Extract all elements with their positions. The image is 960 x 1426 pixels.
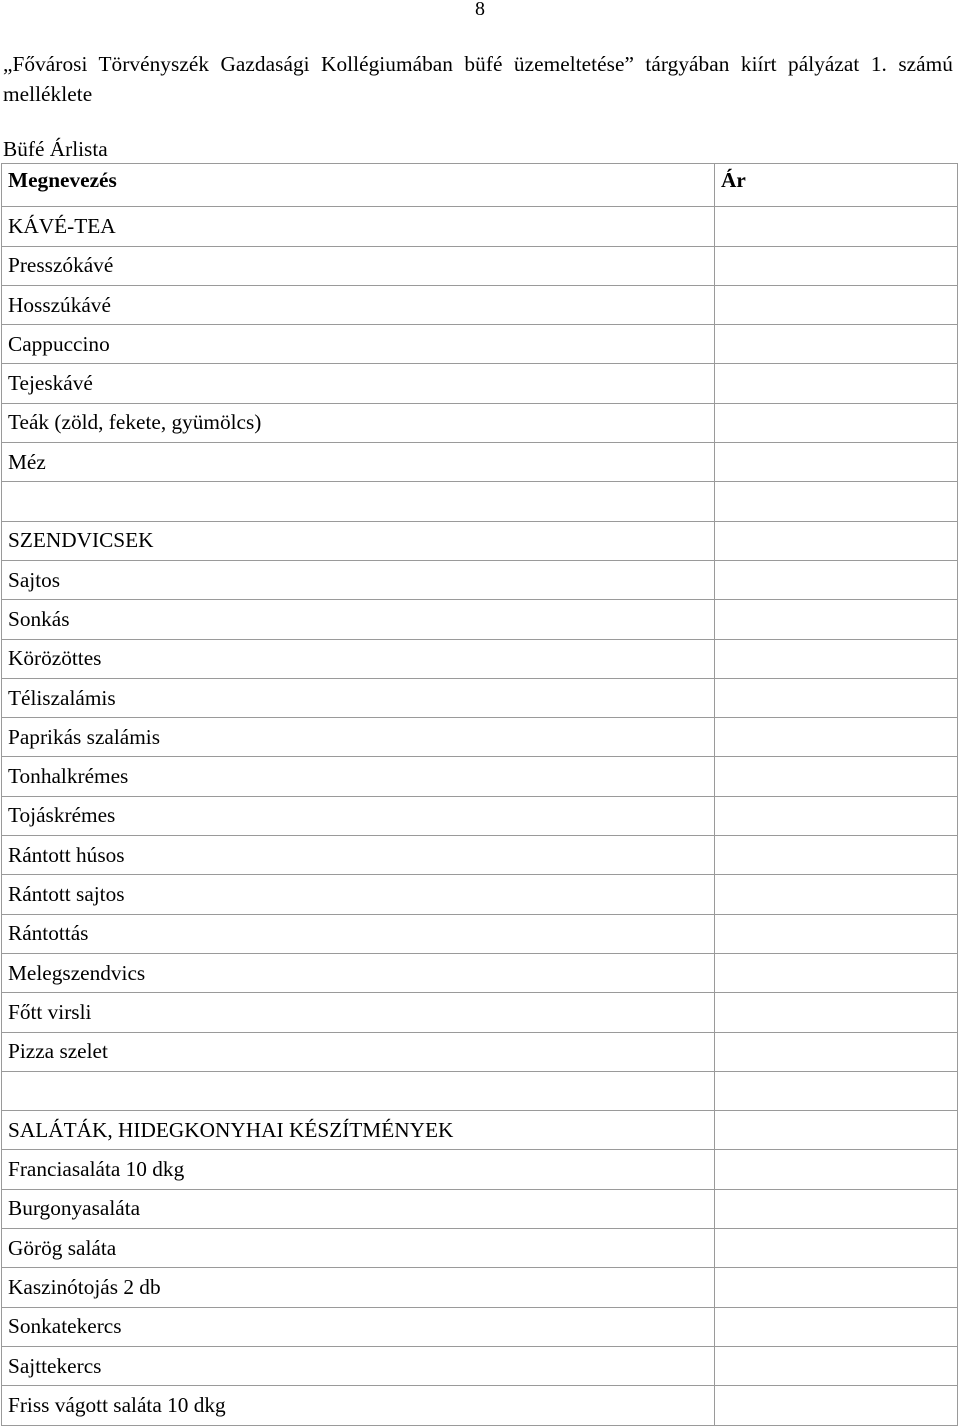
table-row: [2, 325, 958, 364]
item-price-cell: [715, 1386, 958, 1425]
table-row: [2, 285, 958, 324]
table-row: [2, 1307, 958, 1346]
table-row: [2, 875, 958, 914]
item-price-cell: [715, 560, 958, 599]
table-row: [2, 364, 958, 403]
item-price-cell: [715, 914, 958, 953]
item-price-cell: [715, 953, 958, 992]
item-name-cell: Sajttekercs: [2, 1346, 715, 1385]
item-price-cell: [715, 1346, 958, 1385]
item-name-cell: Hosszúkávé: [2, 285, 715, 324]
item-price-cell: [715, 1111, 958, 1150]
table-row: [2, 1032, 958, 1071]
item-name-cell: Melegszendvics: [2, 953, 715, 992]
item-name-cell: Méz: [2, 443, 715, 482]
item-name-cell: Franciasaláta 10 dkg: [2, 1150, 715, 1189]
item-name-cell: SZENDVICSEK: [2, 521, 715, 560]
item-price-cell: [715, 836, 958, 875]
item-name-cell: Rántottás: [2, 914, 715, 953]
item-name-cell: Friss vágott saláta 10 dkg: [2, 1386, 715, 1425]
table-row: [2, 836, 958, 875]
table-row: [2, 1386, 958, 1425]
item-name-cell: KÁVÉ-TEA: [2, 207, 715, 246]
item-name-cell: Rántott sajtos: [2, 875, 715, 914]
item-price-cell: [715, 364, 958, 403]
item-name-cell: Paprikás szalámis: [2, 718, 715, 757]
item-price-cell: [715, 246, 958, 285]
table-row: [2, 1268, 958, 1307]
item-name-cell: Rántott húsos: [2, 836, 715, 875]
item-price-cell: [715, 325, 958, 364]
price-table: [1, 163, 958, 1426]
table-row: [2, 678, 958, 717]
page-number: 8: [475, 0, 485, 20]
item-price-cell: [715, 1268, 958, 1307]
price-table-header-row: [2, 164, 958, 207]
item-price-cell: [715, 1229, 958, 1268]
table-row: [2, 914, 958, 953]
item-price-cell: [715, 993, 958, 1032]
table-row: [2, 1111, 958, 1150]
table-row: [2, 993, 958, 1032]
item-name-cell: Sonkatekercs: [2, 1307, 715, 1346]
item-price-cell: [715, 1189, 958, 1228]
item-name-cell: Pizza szelet: [2, 1032, 715, 1071]
table-row: [2, 600, 958, 639]
item-price-cell: [715, 521, 958, 560]
item-price-cell: [715, 718, 958, 757]
table-row: [2, 246, 958, 285]
item-name-cell: Téliszalámis: [2, 678, 715, 717]
item-name-cell: Sonkás: [2, 600, 715, 639]
item-price-cell: [715, 403, 958, 442]
item-price-cell: [715, 1032, 958, 1071]
item-name-cell: Görög saláta: [2, 1229, 715, 1268]
item-price-cell: [715, 639, 958, 678]
item-price-cell: [715, 207, 958, 246]
item-name-cell: Tojáskrémes: [2, 796, 715, 835]
table-row: [2, 1071, 958, 1110]
item-price-cell: [715, 482, 958, 521]
item-name-cell: Teák (zöld, fekete, gyümölcs): [2, 403, 715, 442]
table-row: [2, 207, 958, 246]
table-row: [2, 443, 958, 482]
table-row: [2, 482, 958, 521]
item-price-cell: [715, 678, 958, 717]
table-row: [2, 639, 958, 678]
item-name-cell: Körözöttes: [2, 639, 715, 678]
table-row: [2, 560, 958, 599]
price-table-body: [2, 164, 958, 1426]
item-name-cell: Cappuccino: [2, 325, 715, 364]
item-price-cell: [715, 1071, 958, 1110]
item-price-cell: [715, 443, 958, 482]
table-row: [2, 953, 958, 992]
item-name-cell: Főtt virsli: [2, 993, 715, 1032]
item-price-cell: [715, 757, 958, 796]
item-price-cell: [715, 600, 958, 639]
item-price-cell: [715, 1307, 958, 1346]
column-header-name: Megnevezés: [2, 164, 715, 207]
table-row: [2, 403, 958, 442]
document-heading: „Fővárosi Törvényszék Gazdasági Kollégiumában büfé üzemeltetése” tárgyában kiírt pályázat 1. számú melléklete: [3, 52, 953, 106]
item-price-cell: [715, 875, 958, 914]
item-name-cell: Burgonyasaláta: [2, 1189, 715, 1228]
item-price-cell: [715, 1150, 958, 1189]
table-row: [2, 796, 958, 835]
item-price-cell: [715, 796, 958, 835]
table-row: [2, 718, 958, 757]
item-name-cell: Tejeskávé: [2, 364, 715, 403]
item-name-cell: [2, 482, 715, 521]
table-row: [2, 757, 958, 796]
item-name-cell: Sajtos: [2, 560, 715, 599]
table-row: [2, 1189, 958, 1228]
table-row: [2, 1150, 958, 1189]
table-row: [2, 1229, 958, 1268]
item-name-cell: Kaszinótojás 2 db: [2, 1268, 715, 1307]
price-list-title: Büfé Árlista: [3, 137, 108, 161]
item-name-cell: SALÁTÁK, HIDEGKONYHAI KÉSZÍTMÉNYEK: [2, 1111, 715, 1150]
item-name-cell: Tonhalkrémes: [2, 757, 715, 796]
item-name-cell: Presszókávé: [2, 246, 715, 285]
item-price-cell: [715, 285, 958, 324]
table-row: [2, 521, 958, 560]
table-row: [2, 1346, 958, 1385]
item-name-cell: [2, 1071, 715, 1110]
column-header-price: Ár: [715, 164, 958, 207]
